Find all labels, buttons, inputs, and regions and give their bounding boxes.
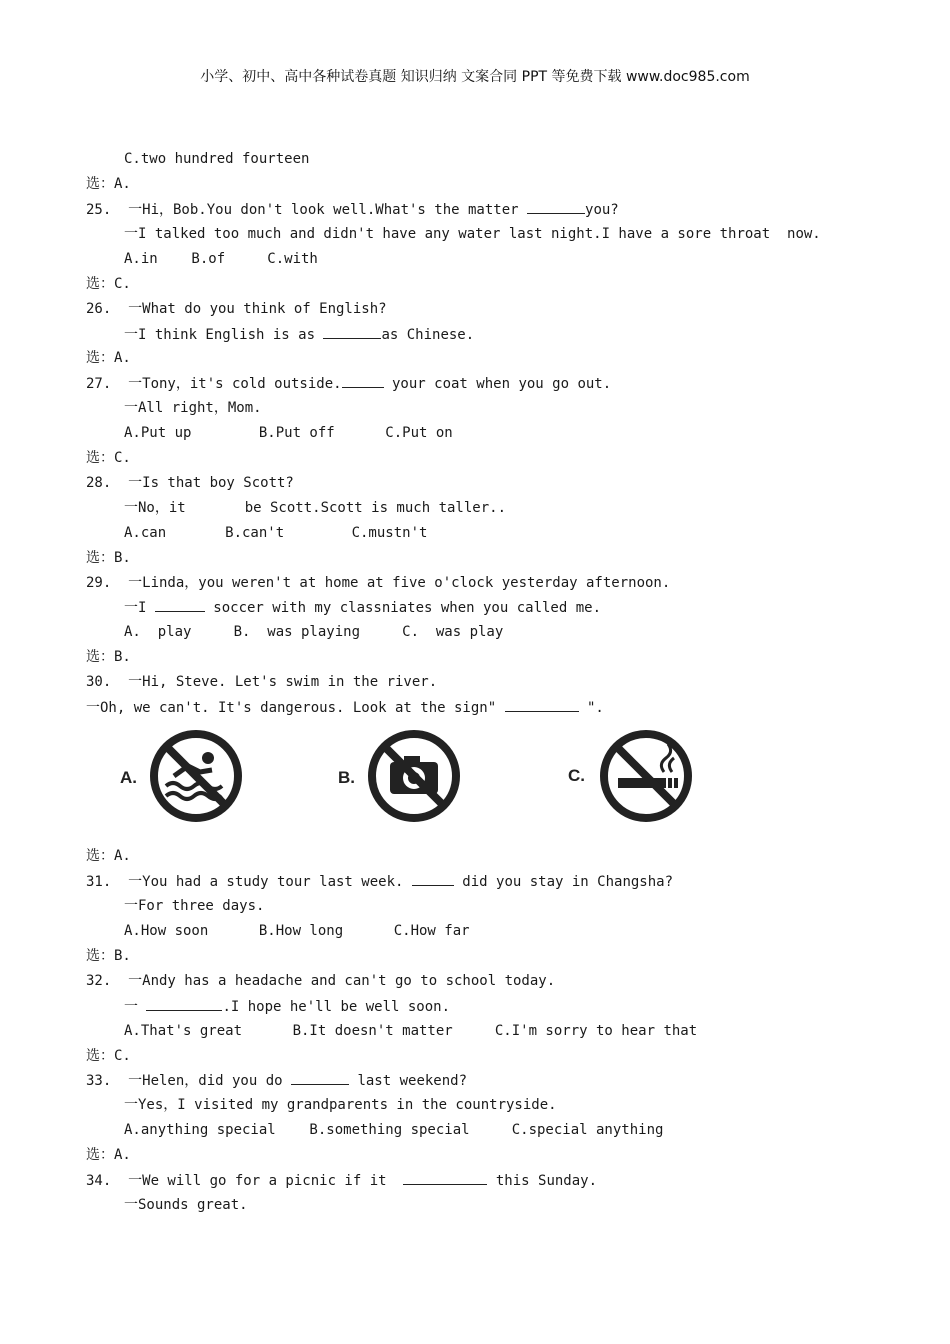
- q31-reply: 一For three days.: [124, 898, 265, 914]
- q30-reply: 一Oh, we can't. It's dangerous. Look at the sign" ".: [86, 700, 604, 716]
- no-swimming-icon: [148, 728, 244, 824]
- q25-options: A.in B.of C.with: [124, 251, 318, 267]
- sign-options: [108, 728, 708, 828]
- page-header: 小学、初中、高中各种试卷真题 知识归纳 文案合同 PPT 等免费下载 www.doc985.com: [200, 69, 750, 85]
- q29-question: 29. 一Linda，you weren't at home at five o'clock yesterday afternoon.: [86, 575, 671, 591]
- q32-answer: 选：C.: [86, 1048, 131, 1064]
- sign-c-label: C.: [568, 766, 585, 785]
- q33-options: A.anything special B.something special C.special anything: [124, 1122, 664, 1138]
- q25-question: 25. 一Hi，Bob.You don't look well.What's the matter you?: [86, 202, 619, 218]
- q30-answer: 选：A.: [86, 848, 131, 864]
- q30-question: 30. 一Hi, Steve. Let's swim in the river.: [86, 674, 438, 690]
- q24-answer: 选：A.: [86, 176, 131, 192]
- q25-answer: 选：C.: [86, 276, 131, 292]
- q34-question: 34. 一We will go for a picnic if it this Sunday.: [86, 1173, 598, 1189]
- q28-reply: 一No，it be Scott.Scott is much taller..: [124, 500, 507, 516]
- sign-a-label: A.: [120, 768, 137, 787]
- q27-answer: 选：C.: [86, 450, 131, 466]
- q29-answer: 选：B.: [86, 649, 131, 665]
- q28-answer: 选：B.: [86, 550, 131, 566]
- q31-options: A.How soon B.How long C.How far: [124, 923, 470, 939]
- sign-b-label: B.: [338, 768, 355, 787]
- q32-reply: 一 .I hope he'll be well soon.: [124, 999, 451, 1015]
- q26-reply: 一I think English is as as Chinese.: [124, 327, 475, 343]
- q31-question: 31. 一You had a study tour last week. did you stay in Changsha?: [86, 874, 674, 890]
- q28-options: A.can B.can't C.mustn't: [124, 525, 428, 541]
- q32-question: 32. 一Andy has a headache and can't go to school today.: [86, 973, 556, 989]
- q26-question: 26. 一What do you think of English?: [86, 301, 387, 317]
- q25-reply: 一I talked too much and didn't have any water last night.I have a sore throat now.: [124, 226, 821, 242]
- q29-reply: 一I soccer with my classniates when you called me.: [124, 600, 602, 616]
- q24-option-c: C.two hundred fourteen: [124, 151, 310, 167]
- q34-reply: 一Sounds great.: [124, 1197, 248, 1213]
- q29-options: A. play B. was playing C. was play: [124, 624, 504, 640]
- q28-question: 28. 一Is that boy Scott?: [86, 475, 294, 491]
- q33-question: 33. 一Helen，did you do last weekend?: [86, 1073, 468, 1089]
- q31-answer: 选：B.: [86, 948, 131, 964]
- q27-question: 27. 一Tony，it's cold outside. your coat when you go out.: [86, 376, 612, 392]
- q27-reply: 一All right，Mom.: [124, 400, 262, 416]
- q27-options: A.Put up B.Put off C.Put on: [124, 425, 453, 441]
- no-camera-icon: [366, 728, 462, 824]
- no-smoking-icon: [598, 728, 694, 824]
- q33-reply: 一Yes，I visited my grandparents in the countryside.: [124, 1097, 557, 1113]
- q33-answer: 选：A.: [86, 1147, 131, 1163]
- q26-answer: 选：A.: [86, 350, 131, 366]
- q32-options: A.That's great B.It doesn't matter C.I'm sorry to hear that: [124, 1023, 698, 1039]
